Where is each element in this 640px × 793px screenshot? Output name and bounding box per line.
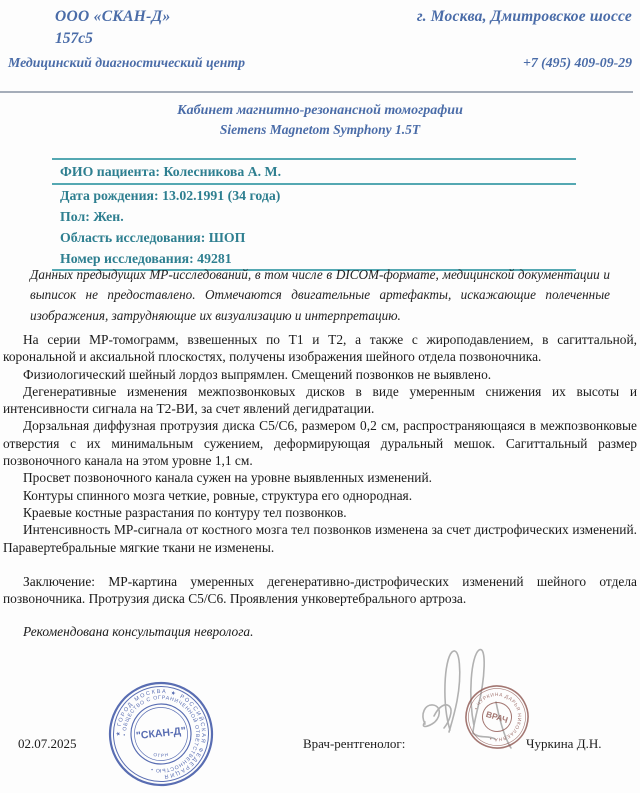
clinic-stamp-center-text: "СКАН-Д" <box>135 724 187 743</box>
disclaimer-paragraph: Данных предыдущих МР-исследований, в том числе в DICOM-формате, медицинской документации и выписок не предоставлено. Отмечаются двигательные артефакты, искажающие полеченные изображения, затрудняющие их визуализацию и интерпретацию. <box>30 267 610 323</box>
organization-address-line2: 157с5 <box>55 30 93 47</box>
study-area-row: Область исследования: ШОП <box>60 230 246 245</box>
title-room: Кабинет магнитно-резонансной томографии <box>177 103 463 118</box>
report-body <box>3 331 637 641</box>
organization-address-line1: г. Москва, Дмитровское шоссе <box>416 8 632 25</box>
report-paragraph: Краевые костные разрастания по контуру тел позвонков. <box>23 504 347 520</box>
report-paragraph: Дорзальная диффузная протрузия диска С5/С6, размером 0,2 см, распространяющаяся в межпозвонковые отверстия с их минимальным сужением, деформирующая дуральный мешок. Сагиттальный размер позвоночного канала на этом уровне 1,1 см. <box>3 418 637 469</box>
header-divider <box>0 91 633 93</box>
conclusion-paragraph: Заключение: МР-картина умеренных дегенеративно-дистрофических изменений шейного отдела позвоночника. Протрузия диска С5/С6. Проявления унковертебрального артроза. <box>3 573 637 607</box>
report-paragraph: Дегенеративные изменения межпозвонковых дисков в виде умеренным снижения их высоты и интенсивности сигнала на Т2-ВИ, за счет явлений дегидратации. <box>3 383 637 417</box>
patient-info-table <box>52 158 576 271</box>
organization-phone: +7 (495) 409-09-29 <box>522 55 632 70</box>
document-title <box>0 103 640 138</box>
title-scanner-model: Siemens Magnetom Symphony 1.5T <box>219 122 421 137</box>
clinic-stamp-ogrn-text: ОГРН <box>152 751 170 759</box>
report-paragraph: На серии МР-томограмм, взвешенных по Т1 и Т2, а также с жироподавлением, в сагиттальной, корональной и аксиальной плоскостях, получены изображения шейного отдела позвоночника. <box>3 332 637 365</box>
letterhead <box>8 8 632 71</box>
report-paragraph: Физиологический шейный лордоз выпрямлен. Смещений позвонков не выявлено. <box>23 366 492 382</box>
report-date: 02.07.2025 <box>18 736 77 751</box>
report-paragraph: Просвет позвоночного канала сужен на уровне выявленных изменений. <box>23 470 432 486</box>
patient-birthdate-row: Дата рождения: 13.02.1991 (34 года) <box>60 188 281 203</box>
patient-name-row: ФИО пациента: Колесникова А. М. <box>52 160 576 185</box>
clinic-stamp-icon <box>101 674 222 793</box>
doctor-role-label: Врач-рентгенолог: <box>303 736 406 751</box>
report-paragraph: Контуры спинного мозга четкие, ровные, структура его однородная. <box>23 487 413 503</box>
svg-text:ОГРН <box>152 750 169 759</box>
clinic-stamp-inner-ring-text: • ОБЩЕСТВО С ОГРАНИЧЕННОЙ ОТВЕТСТВЕННОСТЬЮ • <box>121 694 201 774</box>
doctor-stamp-center-text: ВРАЧ <box>484 708 510 726</box>
doctor-name: Чуркина Д.Н. <box>526 736 602 751</box>
patient-sex-row: Пол: Жен. <box>60 209 124 224</box>
organization-name: ООО «СКАН-Д» <box>55 8 171 25</box>
recommendation-paragraph: Рекомендована консультация невролога. <box>23 624 254 640</box>
study-number-row: Номер исследования: 49281 <box>60 251 232 266</box>
organization-subtitle: Медицинский диагностический центр <box>8 55 246 70</box>
clinic-stamp-outer-ring-text: ★ ГОРОД МОСКВА ★ РОССИЙСКАЯ ФЕДЕРАЦИЯ <box>115 688 207 780</box>
report-paragraph: Интенсивность МР-сигнала от костного мозга тел позвонков изменена за счет дистрофических изменений. Паравертебральные мягкие ткани не изменены. <box>3 522 637 555</box>
doctor-stamp-ring-text: • ЧУРКИНА ДАРЬЯ НИКОЛАЕВНА • <box>474 692 522 742</box>
